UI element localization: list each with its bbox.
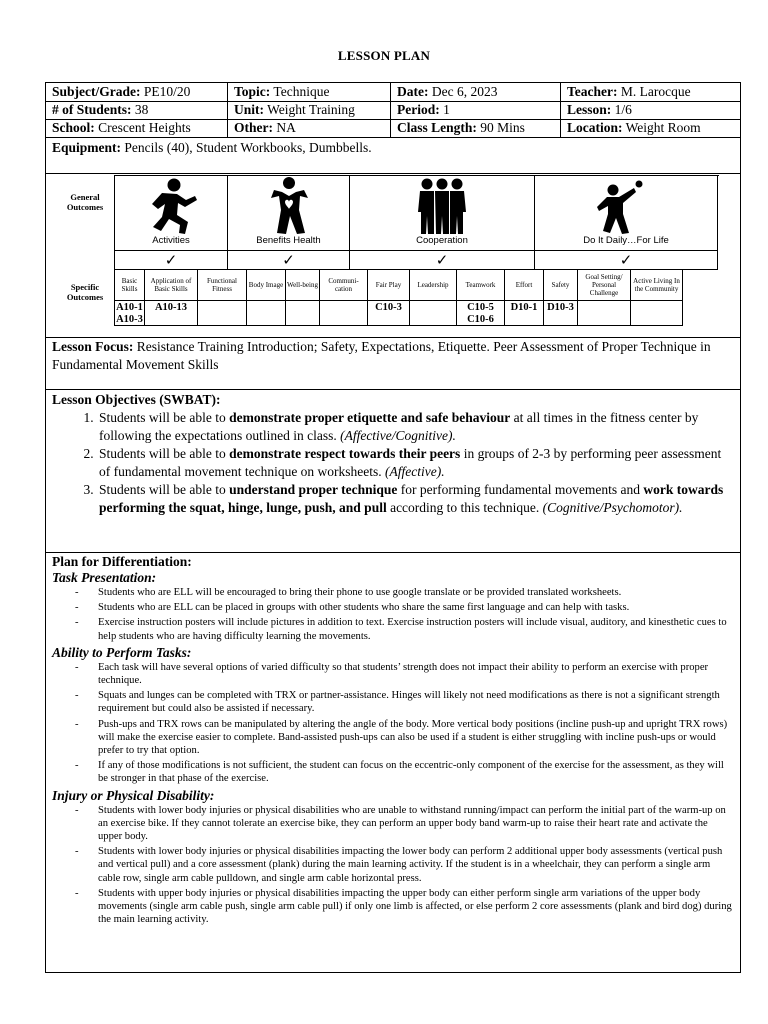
outcome-code (247, 301, 285, 302)
check-cooperation (350, 251, 535, 270)
health-figure-icon (228, 176, 350, 236)
list-item: - Push-ups and TRX rows can be manipulated by altering the angle of the body. More vertical body positions (incline push-up and upright TRX rows) will make the exercise easier to complete. Band-assisted push-ups can also be used if a student is either struggling with incline push-ups or would prefer to try that option. (52, 718, 734, 758)
period-cell: Period: 1 (391, 101, 561, 119)
specific-outcome-label: Leadership (417, 281, 449, 289)
outcome-do-it-daily (535, 176, 718, 251)
other-cell: Other: NA (228, 119, 391, 137)
lesson-focus-text: Resistance Training Introduction; Safety, Expectations, Etiquette. Peer Assessment of Proper Technique in Fundamental Movement Skills (52, 339, 711, 372)
specific-outcome-header (544, 270, 578, 301)
outcome-activities (115, 176, 228, 251)
specific-outcome-code-cell (247, 301, 286, 326)
outcome-code (198, 301, 246, 302)
lesson-objectives-label: Lesson Objectives (SWBAT): (52, 392, 221, 407)
outcome-cooperation (350, 176, 535, 251)
ability-list (52, 661, 734, 786)
list-item: - Students with lower body injuries or physical disabilities impacting the lower body can perform 2 additional upper body assessments (vertical push and vertical pull) and a core assessment (plank) during the main learning activity. If the student is in a wheelchair, they can perform a single arm cable row, single arm cable pulldown, and single arm cable horizontal press. (52, 845, 734, 885)
specific-outcome-header (505, 270, 544, 301)
class-length-cell: Class Length: 90 Mins (391, 119, 561, 137)
outcome-cooperation-label: Cooperation (416, 235, 468, 246)
students-count-cell: # of Students: 38 (46, 101, 228, 119)
specific-outcome-label: Safety (551, 281, 570, 289)
group-figures-icon (350, 176, 535, 236)
outcome-code (578, 301, 630, 302)
outcome-code: D10-1 (510, 302, 538, 313)
checkmark-icon: ✓ (619, 251, 633, 269)
specific-outcome-code-cell (115, 301, 145, 326)
lesson-focus-label: Lesson Focus: (52, 339, 134, 354)
specific-outcome-label: Functional Fitness (207, 277, 237, 293)
specific-outcome-code-cell (578, 301, 631, 326)
outcomes-grid (114, 175, 719, 326)
unit-cell: Unit: Weight Training (228, 101, 391, 119)
specific-outcome-header (115, 270, 145, 301)
specific-outcome-code-cell (457, 301, 505, 326)
specific-outcome-label: Communi-cation (328, 277, 359, 293)
specific-outcome-code-cell (145, 301, 198, 326)
specific-outcome-code-cell (544, 301, 578, 326)
header-row-2 (46, 101, 740, 120)
specific-outcome-label: Body Image (248, 281, 284, 289)
specific-outcome-header (578, 270, 631, 301)
lesson-plan-table (45, 82, 741, 973)
specific-outcome-label: Goal Setting/ Personal Challenge (585, 273, 623, 297)
task-presentation-list (52, 586, 734, 643)
outcome-code: D10-3 (547, 302, 574, 313)
specific-outcome-code-cell (320, 301, 368, 326)
specific-outcome-header (198, 270, 247, 301)
list-item: - Students who are ELL will be encouraged to bring their phone to use google translate or be provided translated worksheets. (52, 586, 734, 599)
lesson-cell: Lesson: 1/6 (567, 102, 632, 117)
list-item: - If any of those modifications is not sufficient, the student can focus on the eccentric-only component of the exercise for the assessment, as they will be stronger in that phase of the exercise. (52, 759, 734, 785)
header-row-3 (46, 119, 740, 138)
task-presentation-heading: Task Presentation: (52, 570, 157, 585)
specific-outcome-header (286, 270, 320, 301)
check-do-it-daily (535, 251, 718, 270)
list-item: - Students who are ELL can be placed in groups with other students who share the same first language and can help with tasks. (52, 601, 734, 614)
check-benefits-health (228, 251, 350, 270)
specific-outcome-header (457, 270, 505, 301)
specific-outcome-code-cell (631, 301, 683, 326)
outcome-code: A10-13 (154, 302, 188, 313)
school-cell: School: Crescent Heights (46, 119, 228, 137)
ability-heading: Ability to Perform Tasks: (52, 644, 192, 660)
equipment-label: Equipment: (52, 140, 122, 155)
date-cell: Date: Dec 6, 2023 (391, 83, 561, 101)
specific-outcomes-label: Specific Outcomes (66, 282, 104, 302)
outcome-do-it-daily-label: Do It Daily…For Life (583, 235, 669, 246)
list-item: - Students with lower body injuries or physical disabilities who are unable to withstand running/impact can perform the initial part of the warm-up on an exercise bike. If they cannot tolerate an exercise bike, they can perform an upper body band warm-up to raise their heart rate and activate the upper body. (52, 804, 734, 844)
equipment-section (46, 137, 740, 174)
running-figure-icon (115, 176, 228, 236)
specific-outcome-label: Effort (515, 281, 533, 289)
specific-outcome-code-cell (505, 301, 544, 326)
specific-outcome-header (145, 270, 198, 301)
outcomes-section (46, 174, 740, 338)
injury-heading: Injury or Physical Disability: (52, 787, 215, 803)
outcome-code: A10-1 A10-3 (116, 302, 143, 325)
specific-outcome-code-cell (368, 301, 410, 326)
objective-item: 1. Students will be able to demonstrate proper etiquette and safe behaviour at all times in the fitness center by following the expectations outlined in class. (Affective/Cognitive). (97, 409, 734, 445)
specific-outcome-code-cell (410, 301, 457, 326)
checkmark-icon: ✓ (164, 251, 178, 269)
specific-outcome-header (368, 270, 410, 301)
objectives-list (52, 409, 734, 517)
topic-cell: Topic: Technique (228, 83, 391, 101)
list-item: - Squats and lunges can be completed with TRX or partner-assistance. Hinges will likely not need modifications as there is not a significant strength requirement but could also be assisted if necessary. (52, 689, 734, 715)
specific-outcome-label: Well-being (287, 281, 318, 289)
outcome-benefits-health (228, 176, 350, 251)
checkmark-icon: ✓ (282, 251, 295, 269)
outcome-code (286, 301, 319, 302)
specific-outcome-label: Application of Basic Skills (150, 277, 192, 293)
specific-outcome-header (631, 270, 683, 301)
equipment-value: Pencils (40), Student Workbooks, Dumbbells. (124, 140, 372, 155)
specific-outcome-code-cell (198, 301, 247, 326)
specific-outcome-code-cell (286, 301, 320, 326)
outcome-code (631, 301, 682, 302)
objective-item: 3. Students will be able to understand proper technique for performing fundamental movements and work towards performing the squat, hinge, lunge, push, and pull according to this technique. (Cognitive/Psychomotor). (97, 481, 734, 517)
header-row-1 (46, 83, 740, 102)
list-item: - Exercise instruction posters will include pictures in addition to text. Exercise instruction posters will include visual, auditory, and kinesthetic cues to help students who are having difficulty learning the movements. (52, 616, 734, 642)
outcome-benefits-health-label: Benefits Health (256, 235, 321, 246)
list-item: - Students with upper body injuries or physical disabilities impacting the upper body can either perform single arm variations of the upper body movements (single arm cable push, single arm cable pull) if only one limb is affected, or else perform 2 core assessments (plank and bird dog) during the main learning activity. (52, 887, 734, 927)
lesson-focus-section (46, 337, 740, 390)
injury-list (52, 804, 734, 927)
differentiation-label: Plan for Differentiation: (52, 554, 192, 569)
lesson-objectives-section (46, 390, 740, 553)
teacher-cell: Teacher: M. Larocque (567, 84, 691, 99)
specific-outcome-header (320, 270, 368, 301)
differentiation-section (46, 553, 740, 929)
subject-grade-cell: Subject/Grade: PE10/20 (46, 83, 228, 101)
outcome-code (410, 301, 456, 302)
outcome-code: C10-3 (375, 302, 402, 313)
page-title: LESSON PLAN (337, 48, 431, 63)
outcome-code (320, 301, 367, 302)
specific-outcome-header (247, 270, 286, 301)
location-cell: Location: Weight Room (567, 120, 701, 135)
specific-outcome-label: Teamwork (465, 281, 496, 289)
outcome-code: C10-5 C10-6 (467, 302, 494, 325)
specific-outcome-label: Basic Skills (121, 277, 138, 293)
list-item: - Each task will have several options of varied difficulty so that students’ strength does not impact their ability to perform an exercise with proper technique. (52, 661, 734, 687)
outcome-activities-label: Activities (152, 235, 190, 246)
apple-figure-icon (535, 176, 718, 236)
specific-outcome-label: Fair Play (375, 281, 402, 289)
general-outcomes-label: General Outcomes (66, 192, 104, 212)
specific-outcome-header (410, 270, 457, 301)
objective-item: 2. Students will be able to demonstrate respect towards their peers in groups of 2-3 by performing peer assessment of fundamental movement technique on worksheets. (Affective). (97, 445, 734, 481)
check-activities (115, 251, 228, 270)
checkmark-icon: ✓ (435, 251, 449, 269)
specific-outcome-label: Active Living In the Community (633, 277, 680, 293)
